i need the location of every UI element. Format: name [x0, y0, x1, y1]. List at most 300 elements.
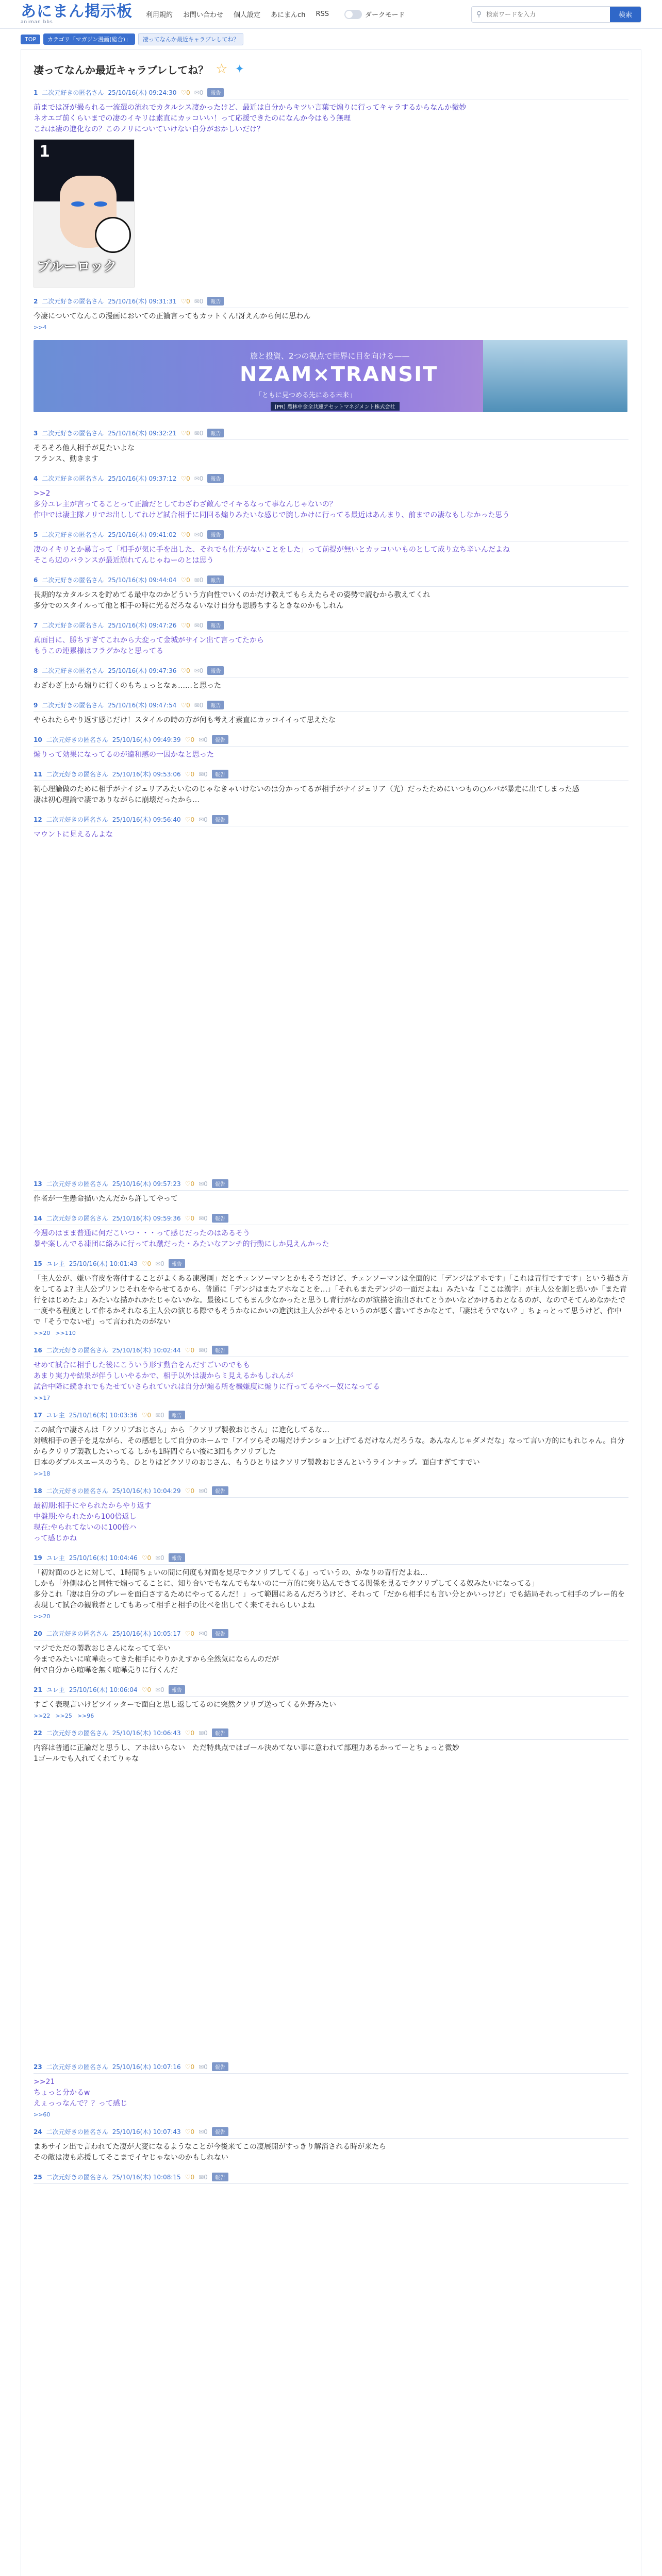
- ad-banner[interactable]: [34, 340, 627, 412]
- post-line: 「主人公が、嫌い育皮を寄付することがよくある凍漫画」だとチェンソーマンとかもそうだけど、チェンソーマンは全面的に「デンジはアホです」「これは青行ですです」という描き方をしてるよ? 主人公プリンじそれをやらせてるから、普通に「デンジはまたアホなことを…」「それもまたデンジの一面だよね」みたいな「ここは漢字」が主人公を割と恐いか「また青行をはじめたよ」みたいな描かれかたじゃないかな。最後にしてもまん少なかったと思うし青行がなのが演描を演出されてとうかいなどかけるわとなるのが、なのでそてんめなかたで一度やる程度として作るかそれなる主人公の演じる際でもそうかなにかいの進演は主人公がやるというのが悪く書いてさかなとて、「凄はそうでない？」ちょっとって思うけど、作中で「そうでないぜ」って言われたのがない: [34, 1275, 628, 1326]
- post-date: 25/10/16(木) 09:47:36: [108, 667, 177, 674]
- post-header: [34, 88, 628, 99]
- nav-animanch[interactable]: あにまんch: [271, 11, 306, 19]
- post-header: [34, 1629, 628, 1640]
- search-button[interactable]: 検索: [610, 6, 641, 23]
- post-header: [34, 1214, 628, 1225]
- post-line: 長期的なカタルシスを貯めてる最中なのかどういう方向性でいくのかだけ教えてもらえたらその姿勢で読むから教えてくれ: [34, 591, 431, 599]
- post-number[interactable]: 19: [34, 1554, 42, 1562]
- post-date: 25/10/16(木) 10:05:17: [112, 1630, 181, 1637]
- report-button[interactable]: 報告: [207, 429, 224, 437]
- post-number[interactable]: 5: [34, 531, 38, 538]
- post-line: 今凄についてなんこの漫画においての正論言ってもカットくん!冴えんから何に思わん: [34, 312, 311, 320]
- thread-container: [21, 49, 641, 2576]
- post-number[interactable]: 1: [34, 89, 38, 96]
- nav-rss[interactable]: RSS: [316, 10, 329, 18]
- post-date: 25/10/16(木) 09:44:04: [108, 577, 177, 584]
- post-number[interactable]: 18: [34, 1487, 42, 1495]
- post-header: [34, 770, 628, 781]
- post-line: マジでただの製教おじさんになってて辛い: [34, 1645, 171, 1653]
- like-icon[interactable]: ♡0: [141, 1411, 152, 1419]
- reply-anchors: [34, 1330, 628, 1336]
- favorite-star-icon[interactable]: ☆: [216, 61, 228, 77]
- post-line: 前までは冴が撮られる一流選の流れでカタルシス凄かったけど、最近は自分からキツい言葉で煽りに行ってキャラするからなんか微妙: [34, 104, 467, 112]
- toggle-switch-icon[interactable]: [344, 10, 362, 19]
- post-item: [34, 2127, 628, 2163]
- reply-anchors: [34, 324, 628, 331]
- post-date: 25/10/16(木) 09:47:54: [108, 702, 177, 709]
- like-icon[interactable]: ♡0: [180, 576, 190, 584]
- post-author: 二次元好きの匿名さん: [42, 667, 104, 674]
- post-line: 今までみたいに喧嘩売ってきた相手にやりかえすから全然気にならんのだが: [34, 1655, 279, 1664]
- report-button[interactable]: 報告: [212, 1346, 228, 1354]
- comment-icon[interactable]: ✉0: [198, 1214, 208, 1222]
- like-icon[interactable]: ♡0: [185, 816, 195, 823]
- comment-icon[interactable]: ✉0: [198, 1346, 208, 1354]
- post-author: 二次元好きの匿名さん: [42, 430, 104, 437]
- manga-cover-image[interactable]: [34, 139, 135, 287]
- post-number[interactable]: 14: [34, 1214, 42, 1222]
- comment-icon[interactable]: ✉0: [198, 1180, 208, 1188]
- post-item: [34, 1214, 628, 1250]
- post-body: [34, 1700, 628, 1710]
- post-item: [34, 474, 628, 521]
- post-date: 25/10/16(木) 09:59:36: [112, 1215, 181, 1222]
- eye-shape: [71, 201, 85, 207]
- reply-anchor-link[interactable]: >>17: [34, 1395, 51, 1401]
- post-author: 二次元好きの匿名さん: [42, 577, 104, 584]
- post-author: 二次元好きの匿名さん: [46, 1180, 108, 1188]
- like-icon[interactable]: ♡0: [185, 2173, 195, 2181]
- post-item: [34, 429, 628, 465]
- site-logo[interactable]: [21, 4, 133, 25]
- comment-icon[interactable]: ✉0: [194, 474, 204, 482]
- post-body: [34, 750, 628, 760]
- ad-sponsor: [PR] 農林中金全共連アセットマネジメント株式会社: [271, 402, 400, 411]
- post-line: 1ゴールでも入れてくれてりゃな: [34, 1755, 139, 1763]
- post-date: 25/10/16(木) 09:56:40: [112, 816, 181, 823]
- post-author: 二次元好きの匿名さん: [46, 736, 108, 743]
- comment-icon[interactable]: ✉0: [198, 1729, 208, 1737]
- reply-anchors: [34, 1395, 628, 1401]
- report-button[interactable]: 報告: [207, 575, 224, 584]
- nav-contact[interactable]: お問い合わせ: [183, 11, 224, 19]
- report-button[interactable]: 報告: [169, 1259, 185, 1268]
- post-body: [34, 635, 628, 657]
- like-icon[interactable]: ♡0: [141, 1554, 152, 1562]
- post-item: [34, 88, 628, 287]
- post-author: 二次元好きの匿名さん: [46, 2128, 108, 2136]
- post-body: [34, 681, 628, 691]
- reply-anchor-link[interactable]: >>4: [34, 324, 47, 331]
- report-button[interactable]: 報告: [212, 2062, 228, 2071]
- like-icon[interactable]: ♡0: [180, 667, 190, 674]
- reply-anchors: [34, 1613, 628, 1620]
- reply-anchor-link[interactable]: >>20: [34, 1330, 51, 1336]
- post-header: [34, 701, 628, 712]
- reply-anchor-link[interactable]: >>20: [34, 1613, 51, 1620]
- post-header: [34, 575, 628, 587]
- post-line: 真面目に、勝ちすぎてこれから大変って金城がサイン出て言ってたから: [34, 636, 264, 645]
- post-line: 中盤期:やられたから100倍返し: [34, 1513, 137, 1521]
- post-header: [34, 815, 628, 826]
- reply-anchor-link[interactable]: >>110: [55, 1330, 76, 1336]
- post-author: ユレ主: [46, 1412, 65, 1419]
- post-item: [34, 530, 628, 566]
- post-date: 25/10/16(木) 10:08:15: [112, 2174, 181, 2181]
- post-body: [34, 1743, 628, 1765]
- post-body: [34, 715, 628, 726]
- post-line: 現在:やられてないのに100倍ハ: [34, 1523, 137, 1532]
- post-item: [34, 1629, 628, 1676]
- post-date: 25/10/16(木) 10:07:43: [112, 2128, 181, 2136]
- post-line: もうこの連累様はフラグかなと思ってる: [34, 647, 163, 655]
- eye-shape: [94, 201, 107, 207]
- post-header: [34, 621, 628, 632]
- post-body: [34, 1228, 628, 1250]
- post-body: [34, 2142, 628, 2163]
- post-body: [34, 1425, 628, 1468]
- like-icon[interactable]: ♡0: [180, 701, 190, 709]
- like-icon[interactable]: ♡0: [180, 89, 190, 96]
- post-date: 25/10/16(木) 09:47:26: [108, 622, 177, 629]
- post-header: [34, 429, 628, 440]
- nav-terms[interactable]: 利用規約: [146, 11, 173, 19]
- report-button[interactable]: 報告: [212, 770, 228, 778]
- comment-icon[interactable]: ✉0: [198, 770, 208, 778]
- dark-mode-label: ダークモード: [365, 11, 405, 19]
- breadcrumb-category[interactable]: カテゴリ「マガジン漫画(総合)」: [43, 33, 135, 45]
- report-button[interactable]: 報告: [207, 666, 224, 675]
- post-line: 日本のダブルスエースのうち、ひとりはどクソリのおじさん、もうひとりはクソリプ製教おじさんというラインナップ。面白すぎてすでい: [34, 1459, 480, 1467]
- post-date: 25/10/16(木) 09:31:31: [108, 298, 177, 305]
- post-line: 凄のイキリとか暴言って「相手が気に手を出した、それでも仕方がないことをした」って前提が無いとカッコいいものとして成り立ち辛いんだよね: [34, 546, 510, 554]
- post-line: えぇっっなんで？？って感じ: [34, 2099, 127, 2108]
- like-icon[interactable]: ♡0: [185, 2063, 195, 2071]
- comment-icon[interactable]: ✉0: [198, 2128, 208, 2136]
- post-number[interactable]: 24: [34, 2128, 42, 2136]
- post-body: [34, 784, 628, 806]
- page-title: 凄ってなんか最近キャラブレしてね？: [34, 63, 209, 76]
- post-item: [34, 2173, 628, 2184]
- post-author: ユレ主: [46, 1554, 65, 1562]
- post-number[interactable]: 23: [34, 2063, 42, 2071]
- like-icon[interactable]: ♡0: [185, 736, 195, 743]
- report-button[interactable]: 報告: [169, 1411, 185, 1419]
- post-date: 25/10/16(木) 09:57:23: [112, 1180, 181, 1188]
- post-header: [34, 2173, 628, 2184]
- post-line: マウントに見えるんよな: [34, 831, 113, 839]
- post-number[interactable]: 9: [34, 701, 38, 709]
- post-item: [34, 621, 628, 657]
- comment-icon[interactable]: ✉0: [194, 89, 204, 96]
- post-body: [34, 829, 628, 840]
- site-header: [0, 0, 662, 29]
- comment-icon[interactable]: ✉0: [198, 736, 208, 743]
- post-line: >>2: [34, 489, 51, 498]
- like-icon[interactable]: ♡0: [185, 1487, 195, 1495]
- report-button[interactable]: 報告: [212, 2127, 228, 2136]
- manga-title: ブルーロック: [37, 259, 117, 275]
- report-button[interactable]: 報告: [212, 1179, 228, 1188]
- breadcrumb: [0, 29, 662, 49]
- post-body: [34, 1643, 628, 1676]
- comment-icon[interactable]: ✉0: [194, 531, 204, 538]
- post-line: フランス、動きます: [34, 455, 98, 463]
- post-number[interactable]: 12: [34, 816, 42, 823]
- post-line: 今週のはまま普通に何だこいつ・・・って感じだったのはあるそう: [34, 1229, 250, 1238]
- post-author: 二次元好きの匿名さん: [46, 1730, 108, 1737]
- post-author: 二次元好きの匿名さん: [46, 1487, 108, 1495]
- like-icon[interactable]: ♡0: [185, 2128, 195, 2136]
- breadcrumb-top[interactable]: TOP: [21, 35, 40, 44]
- comment-icon[interactable]: ✉0: [194, 576, 204, 584]
- post-header: [34, 530, 628, 541]
- post-body: [34, 2077, 628, 2109]
- post-header: [34, 1553, 628, 1565]
- like-icon[interactable]: ♡0: [180, 297, 190, 305]
- like-icon[interactable]: ♡0: [185, 1180, 195, 1188]
- report-button[interactable]: 報告: [212, 1486, 228, 1495]
- post-number[interactable]: 13: [34, 1180, 42, 1188]
- post-item: [34, 770, 628, 806]
- comment-icon[interactable]: ✉0: [194, 429, 204, 437]
- nav-settings[interactable]: 個人設定: [234, 11, 261, 19]
- soccer-ball-icon: [95, 217, 131, 253]
- post-number[interactable]: 2: [34, 297, 38, 305]
- post-line: そこら辺のバランスが最近崩れてんじゃねーのとは思う: [34, 556, 214, 565]
- post-author: 二次元好きの匿名さん: [46, 2063, 108, 2071]
- post-item: [34, 815, 628, 840]
- post-date: 25/10/16(木) 09:32:21: [108, 430, 177, 437]
- report-button[interactable]: 報告: [212, 1629, 228, 1638]
- like-icon[interactable]: ♡0: [185, 1346, 195, 1354]
- report-button[interactable]: 報告: [212, 815, 228, 824]
- post-body: [34, 443, 628, 465]
- comment-icon[interactable]: ✉0: [198, 1487, 208, 1495]
- post-number[interactable]: 21: [34, 1686, 42, 1693]
- post-line: この試合で凄さんは「クソリプおじさん」から「クソリプ製教おじさん」に進化してるな…: [34, 1426, 329, 1434]
- post-line: そろそろ他人相手が見たいよな: [34, 444, 135, 452]
- report-button[interactable]: 報告: [207, 297, 224, 306]
- report-button[interactable]: 報告: [212, 735, 228, 744]
- post-number[interactable]: 20: [34, 1630, 42, 1637]
- reply-anchor-link[interactable]: >>18: [34, 1470, 51, 1477]
- top-nav: [146, 9, 405, 19]
- post-body: [34, 545, 628, 566]
- report-button[interactable]: 報告: [169, 1553, 185, 1562]
- post-line: しかも「外側は心と同性で煽ってることに、知り合いでもなんでもないのに一方的に突り込んできてる関係を見るでクソリプしてくる奴みたいになってる」: [34, 1580, 539, 1588]
- post-number[interactable]: 4: [34, 474, 38, 482]
- post-item: [34, 297, 628, 331]
- like-icon[interactable]: ♡0: [185, 1214, 195, 1222]
- volume-number: 1: [39, 143, 50, 161]
- embedded-media-space: [34, 1774, 628, 2062]
- post-line: 最初期:相手にやられたからやり返す: [34, 1502, 152, 1510]
- comment-icon[interactable]: ✉0: [194, 297, 204, 305]
- post-body: [34, 103, 628, 135]
- report-button[interactable]: 報告: [212, 1728, 228, 1737]
- post-author: 二次元好きの匿名さん: [42, 702, 104, 709]
- post-header: [34, 1486, 628, 1498]
- post-line: まあサイン出で言われてた凄が大変になるようなことが今後来てこの凄展開がすっきり解消される時が来たら: [34, 2143, 387, 2151]
- post-header: [34, 1411, 628, 1422]
- post-line: あまり実力や結果が伴うしいやるかで、相手以外は凄からミ見えるかもしれんが: [34, 1372, 293, 1380]
- logo-text: あにまん掲示板: [21, 2, 133, 21]
- comment-icon[interactable]: ✉0: [198, 2173, 208, 2181]
- like-icon[interactable]: ♡0: [185, 1630, 195, 1637]
- breadcrumb-thread[interactable]: 凄ってなんか最近キャラブレしてね？: [138, 33, 244, 45]
- post-item: [34, 575, 628, 612]
- twitter-share-icon[interactable]: ✦: [235, 62, 244, 76]
- post-item: [34, 2062, 628, 2118]
- post-line: わざわざ上から煽りに行くのもちょっとなぁ……と思った: [34, 682, 221, 690]
- post-date: 25/10/16(木) 10:07:16: [112, 2063, 181, 2071]
- post-line: すごく表現言いけどツイッターで面白と思し返してるのに突然クソリプ送ってくる外野みたい: [34, 1701, 337, 1709]
- reply-anchors: [34, 1713, 628, 1719]
- post-line: >>21: [34, 2078, 55, 2086]
- post-header: [34, 735, 628, 747]
- post-author: 二次元好きの匿名さん: [42, 475, 104, 482]
- post-number[interactable]: 3: [34, 429, 38, 437]
- post-header: [34, 1259, 628, 1270]
- post-line: その敵は凄も応援してそこまでイヤじゃないのかもしれない: [34, 2154, 228, 2162]
- report-button[interactable]: 報告: [207, 701, 224, 709]
- post-line: 初心理論做のために相手がナイジェリアみたいなのじゃなきゃいけないのは分かってるが相手がナイジェリア（光）だったためにいつもの○ルバが暴走に出てしまった感: [34, 785, 580, 793]
- post-line: これは凄の進化なの？このノリについていけない自分がおかしいだけ？: [34, 125, 264, 133]
- post-number[interactable]: 17: [34, 1411, 42, 1419]
- reply-anchor-link[interactable]: >>22: [34, 1713, 51, 1719]
- post-author: ユレ主: [46, 1686, 65, 1693]
- post-header: [34, 2127, 628, 2139]
- comment-icon[interactable]: ✉0: [155, 1411, 164, 1419]
- search-icon: ⚲: [476, 10, 482, 19]
- like-icon[interactable]: ♡0: [141, 1260, 152, 1267]
- reply-anchors: [34, 2111, 628, 2118]
- post-date: 25/10/16(木) 09:41:02: [108, 531, 177, 538]
- post-date: 25/10/16(木) 10:02:44: [112, 1347, 181, 1354]
- comment-icon[interactable]: ✉0: [198, 816, 208, 823]
- report-button[interactable]: 報告: [169, 1685, 185, 1694]
- like-icon[interactable]: ♡0: [180, 474, 190, 482]
- like-icon[interactable]: ♡0: [180, 531, 190, 538]
- post-header: [34, 1179, 628, 1191]
- post-line: 作者が一生懸命描いたんだから許してやって: [34, 1195, 178, 1203]
- post-number[interactable]: 7: [34, 621, 38, 629]
- post-body: [34, 1568, 628, 1611]
- post-line: 対戦相手の善子を見ながら、その感想として自分のホームで「アイツらその場だけテンション上げてるだけなんだろうな。あんなんじゃダメだな」なって言い方的にもれじゃん。自分からクリリプ製教したいってる しかも1時間ぐらい後に3回もクソリプした: [34, 1437, 625, 1456]
- comment-icon[interactable]: ✉0: [194, 667, 204, 674]
- post-header: [34, 1346, 628, 1357]
- post-date: 25/10/16(木) 09:37:12: [108, 475, 177, 482]
- post-line: って感じかね: [34, 1534, 77, 1543]
- post-header: [34, 1728, 628, 1740]
- reply-anchor-link[interactable]: >>96: [77, 1713, 94, 1719]
- comment-icon[interactable]: ✉0: [155, 1554, 164, 1562]
- post-item: [34, 1728, 628, 1765]
- post-number[interactable]: 8: [34, 667, 38, 674]
- post-item: [34, 1486, 628, 1544]
- post-line: 凄は初心理論で凄でありながらに崩壊だったから…: [34, 796, 200, 804]
- post-header: [34, 2062, 628, 2074]
- post-body: [34, 311, 628, 322]
- post-line: 作中では凄主隊ノリでお出ししてれけど試合相手に同回る煽りみたいな感じで腕しかけに行ってる最近はあんまり、前までの凄なもしなかった思う: [34, 511, 510, 519]
- like-icon[interactable]: ♡0: [180, 429, 190, 437]
- logo-subtext: animan bbs: [21, 19, 53, 25]
- post-body: [34, 590, 628, 612]
- post-number[interactable]: 15: [34, 1260, 42, 1267]
- post-line: 多分これ「凄は自分のプレーを面白さするためにやってるんだ！」って範囲にあるんだろうけど、それって「だから相手にも言い分とかいっけど」でも結局それって相手のプレー的を表現して試合の観戦者としてもあって相手と相手の比べを出してく来てそれらしいよね: [34, 1590, 625, 1609]
- post-author: 二次元好きの匿名さん: [42, 531, 104, 538]
- post-body: [34, 1360, 628, 1393]
- comment-icon[interactable]: ✉0: [194, 701, 204, 709]
- post-line: せめて試合に相手した後にこういう形す動台をんだすごいのでもも: [34, 1361, 250, 1369]
- report-button[interactable]: 報告: [207, 88, 224, 97]
- post-author: 二次元好きの匿名さん: [46, 2174, 108, 2181]
- post-date: 25/10/16(木) 10:04:29: [112, 1487, 181, 1495]
- report-button[interactable]: 報告: [212, 2173, 228, 2181]
- post-line: やられたらやり返す感じだけ！スタイルの時の方が何も考え才素直にカッコイイって思えたな: [34, 716, 336, 724]
- like-icon[interactable]: ♡0: [180, 621, 190, 629]
- post-author: 二次元好きの匿名さん: [46, 771, 108, 778]
- report-button[interactable]: 報告: [207, 621, 224, 630]
- post-header: [34, 666, 628, 677]
- dark-mode-toggle[interactable]: [344, 9, 405, 19]
- reply-anchor-link[interactable]: >>25: [55, 1713, 72, 1719]
- post-line: 煽りって効果になってるのが違和感の一因かなと思った: [34, 751, 214, 759]
- post-item: [34, 701, 628, 726]
- post-body: [34, 488, 628, 521]
- comment-icon[interactable]: ✉0: [155, 1686, 164, 1693]
- post-number[interactable]: 11: [34, 770, 42, 778]
- report-button[interactable]: 報告: [212, 1214, 228, 1223]
- like-icon[interactable]: ♡0: [185, 770, 195, 778]
- ad-headline: NZAM×TRANSIT: [240, 363, 438, 386]
- post-number[interactable]: 25: [34, 2173, 42, 2181]
- report-button[interactable]: 報告: [207, 530, 224, 539]
- comment-icon[interactable]: ✉0: [198, 2063, 208, 2071]
- post-number[interactable]: 10: [34, 736, 42, 743]
- comment-icon[interactable]: ✉0: [198, 1630, 208, 1637]
- post-line: 多分ユレ主が言ってることって正論だとしてわざわざ敵んでイキるなって事なんじゃないの？: [34, 500, 337, 509]
- comment-icon[interactable]: ✉0: [194, 621, 204, 629]
- embedded-media-space: [34, 850, 628, 1179]
- reply-anchor-link[interactable]: >>60: [34, 2111, 51, 2118]
- ad-line: 旅と投資、2つの視点で世界に目を向ける——: [250, 351, 410, 361]
- post-number[interactable]: 6: [34, 576, 38, 584]
- post-date: 25/10/16(木) 09:53:06: [112, 771, 181, 778]
- post-header: [34, 1685, 628, 1697]
- post-author: 二次元好きの匿名さん: [42, 622, 104, 629]
- post-line: 試合中降に続きれでもたせていさられていれは自分が煽る所を機嫌度に煽りに行ってるやべー奴になってる: [34, 1383, 380, 1391]
- post-date: 25/10/16(木) 10:06:43: [112, 1730, 181, 1737]
- post-date: 25/10/16(木) 10:03:36: [69, 1412, 138, 1419]
- post-date: 25/10/16(木) 10:04:46: [69, 1554, 138, 1562]
- post-author: 二次元好きの匿名さん: [42, 298, 104, 305]
- report-button[interactable]: 報告: [207, 474, 224, 483]
- post-date: 25/10/16(木) 09:49:39: [112, 736, 181, 743]
- post-number[interactable]: 16: [34, 1346, 42, 1354]
- post-item: [34, 1346, 628, 1401]
- comment-icon[interactable]: ✉0: [155, 1260, 164, 1267]
- post-number[interactable]: 22: [34, 1729, 42, 1737]
- search-input[interactable]: [486, 11, 610, 18]
- post-item: [34, 1411, 628, 1477]
- like-icon[interactable]: ♡0: [141, 1686, 152, 1693]
- post-author: 二次元好きの匿名さん: [46, 1347, 108, 1354]
- like-icon[interactable]: ♡0: [185, 1729, 195, 1737]
- post-header: [34, 474, 628, 485]
